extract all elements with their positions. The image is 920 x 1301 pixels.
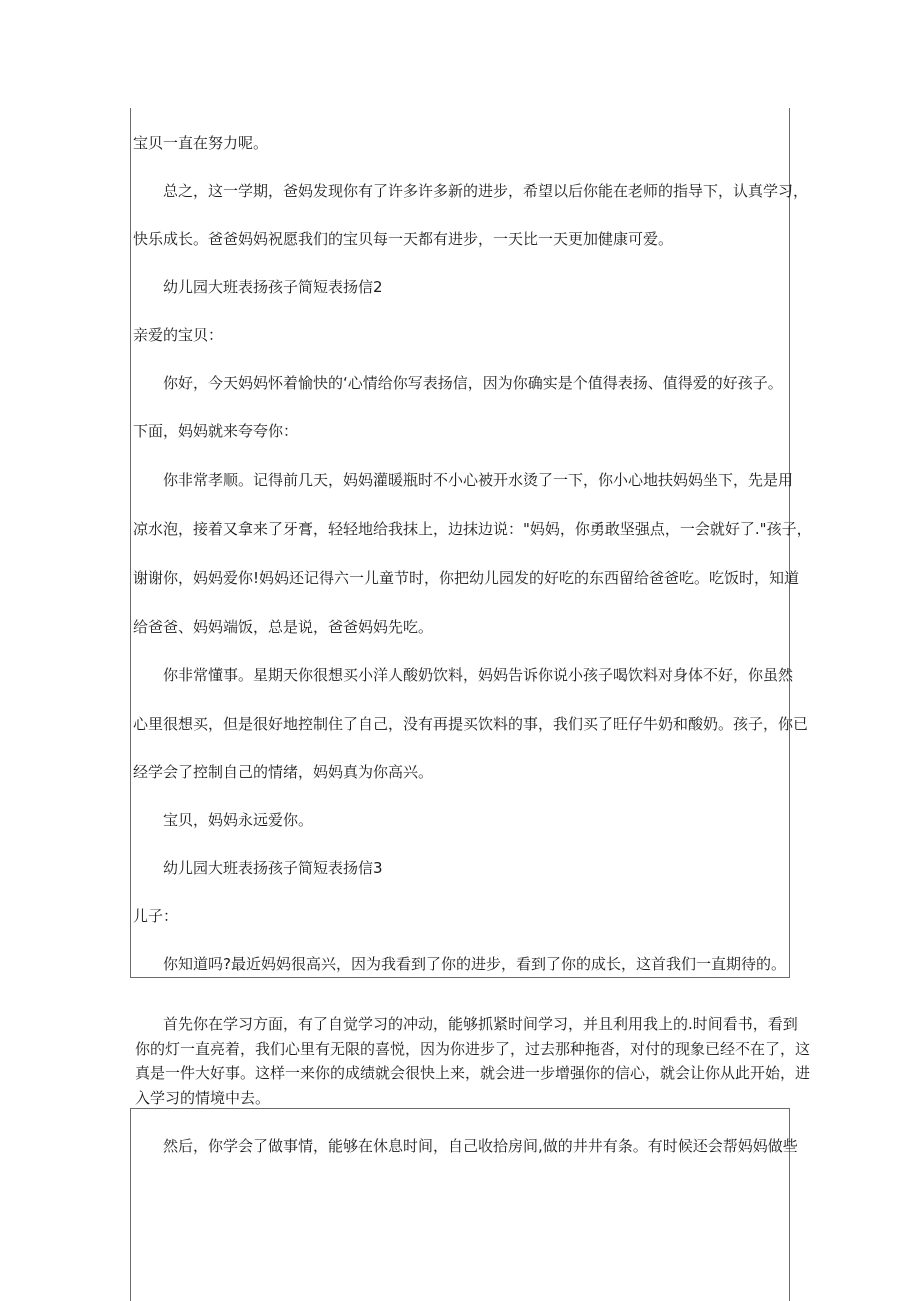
letter3-salutation: 儿子： <box>133 907 179 925</box>
letter1-line-1: 宝贝一直在努力呢。 <box>133 134 269 152</box>
box2-line-1: 然后，你学会了做事情，能够在休息时间，自己收拾房间,做的井井有条。有时候还会帮妈妈做些 <box>163 1137 798 1155</box>
letter2-line-7: 你非常懂事。星期天你很想买小洋人酸奶饮料，妈妈告诉你说小孩子喝饮料对身体不好，你虽然 <box>163 666 794 684</box>
letter2-line-5: 谢谢你，妈妈爱你!妈妈还记得六一儿童节时，你把幼儿园发的好吃的东西留给爸爸吃。吃饭时，知道 <box>133 569 800 587</box>
letter2-line-2: 下面，妈妈就来夸夸你： <box>133 422 299 440</box>
outside-line-1: 首先你在学习方面，有了自觉学习的冲动，能够抓紧时间学习，并且利用我上的.时间看书，看到 <box>163 1015 798 1033</box>
outside-line-2: 你的灯一直亮着，我们心里有无限的喜悦，因为你进步了，过去那种拖沓，对付的现象已经不在了，这 <box>135 1040 811 1058</box>
letter3-title: 幼儿园大班表扬孩子简短表扬信3 <box>163 859 383 877</box>
letter2-salutation: 亲爱的宝贝： <box>133 326 224 344</box>
letter1-line-3: 快乐成长。爸爸妈妈祝愿我们的宝贝每一天都有进步，一天比一天更加健康可爱。 <box>133 230 674 248</box>
outside-line-3: 真是一件大好事。这样一来你的成绩就会很快上来，就会进一步增强你的信心，就会让你从此开始，进 <box>135 1064 811 1082</box>
letter2-line-4: 凉水泡，接着又拿来了牙膏，轻轻地给我抹上，边抹边说："妈妈，你勇敢坚强点，一会就好了."孩子， <box>133 520 812 538</box>
letter1-line-2: 总之，这一学期，爸妈发现你有了许多许多新的进步，希望以后你能在老师的指导下，认真学习， <box>163 182 809 200</box>
letter2-line-6: 给爸爸、妈妈端饭，总是说，爸爸妈妈先吃。 <box>133 618 434 636</box>
outside-line-4: 入学习的情境中去。 <box>135 1089 271 1107</box>
letter2-line-8: 心里很想买，但是很好地控制住了自己，没有再提买饮料的事，我们买了旺仔牛奶和酸奶。孩子，你已 <box>133 715 809 733</box>
letter2-line-1: 你好，今天妈妈怀着愉快的‘心情给你写表扬信，因为你确实是个值得表扬、值得爱的好孩子。 <box>163 374 783 392</box>
letter2-title: 幼儿园大班表扬孩子简短表扬信2 <box>163 278 383 296</box>
letter2-line-10: 宝贝，妈妈永远爱你。 <box>163 811 314 829</box>
letter3-line-1: 你知道吗?最近妈妈很高兴，因为我看到了你的进步，看到了你的成长，这首我们一直期待的。 <box>163 955 786 973</box>
letter2-line-9: 经学会了控制自己的情绪，妈妈真为你高兴。 <box>133 763 434 781</box>
letter2-line-3: 你非常孝顺。记得前几天，妈妈灌暖瓶时不小心被开水烫了一下，你小心地扶妈妈坐下，先是用 <box>163 471 794 489</box>
